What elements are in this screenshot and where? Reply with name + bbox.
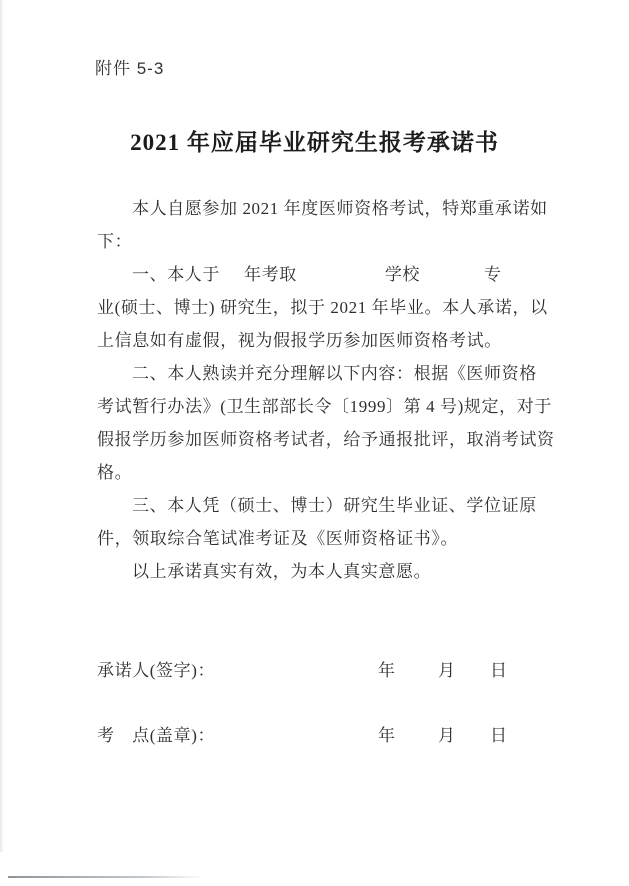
date-year-label: 年: [378, 726, 396, 745]
exam-site-seal-row: [97, 719, 533, 752]
attachment-label: 附件 5-3: [95, 59, 165, 78]
date-month-label: 月: [438, 726, 456, 745]
date-day-label: 日: [490, 726, 508, 745]
date-year-label: 年: [378, 661, 396, 680]
blank-line-segment: 学校: [384, 265, 421, 284]
body-line-with-blanks: [97, 258, 533, 291]
date-month-label: 月: [438, 661, 456, 680]
body-line: 三、本人凭（硕士、博士）研究生毕业证、学位证原: [132, 496, 537, 515]
body-line: 格。: [97, 463, 133, 482]
body-line: 下：: [97, 232, 133, 251]
signer-signature-label: 承诺人(签字)：: [97, 661, 216, 680]
document-title: 2021 年应届毕业研究生报考承诺书: [130, 130, 499, 155]
body-line: 假报学历参加医师资格考试者，给予通报批评，取消考试资: [97, 430, 555, 449]
blank-line-segment: 一、本人于: [132, 265, 220, 284]
document-body: [97, 192, 555, 588]
body-line: 考试暂行办法》(卫生部部长令〔1999〕第 4 号)规定，对于: [97, 397, 552, 416]
blank-line-segment: 专: [484, 265, 502, 284]
body-line: 件，领取综合笔试准考证及《医师资格证书》。: [97, 529, 459, 548]
body-line: 以上承诺真实有效，为本人真实意愿。: [132, 562, 432, 581]
body-line: 业(硕士、博士) 研究生，拟于 2021 年毕业。本人承诺，以: [97, 298, 548, 317]
body-line: 本人自愿参加 2021 年度医师资格考试，特郑重承诺如: [132, 199, 548, 218]
body-line: 二、本人熟读并充分理解以下内容：根据《医师资格: [132, 364, 537, 383]
scan-edge-artifact-bottom: [8, 876, 204, 878]
blank-line-segment: 年考取: [244, 265, 297, 284]
signer-signature-row: [97, 654, 533, 687]
exam-site-seal-label: 考 点(盖章)：: [97, 726, 216, 745]
body-line: 上信息如有虚假，视为假报学历参加医师资格考试。: [97, 331, 502, 350]
date-day-label: 日: [490, 661, 508, 680]
